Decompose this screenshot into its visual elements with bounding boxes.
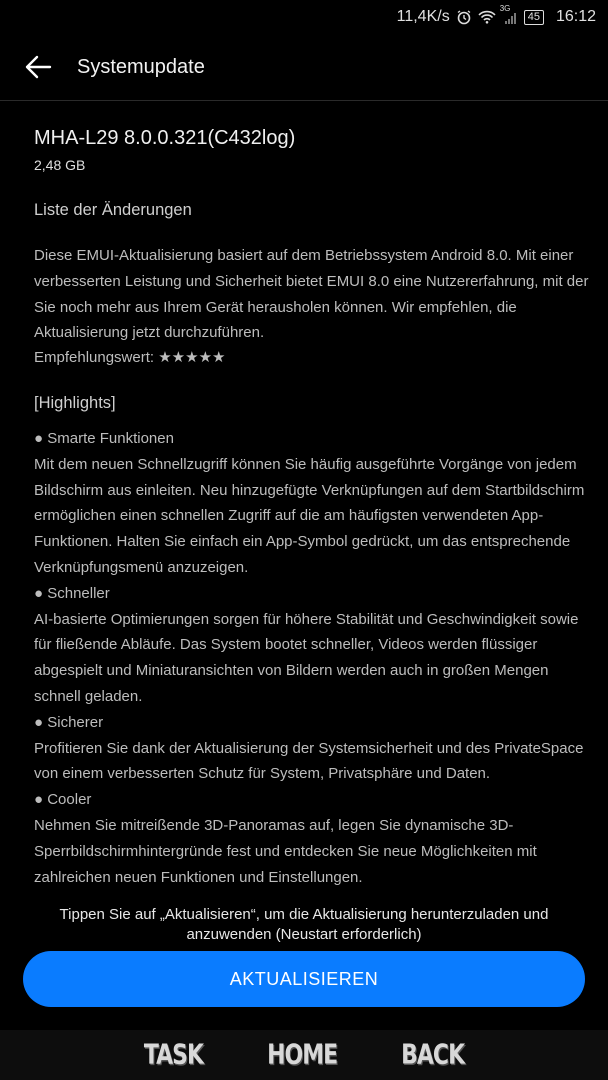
app-bar [0, 34, 608, 100]
version-number: MHA-L29 8.0.0.321(C432log) [34, 127, 296, 149]
highlights-list [34, 426, 594, 885]
update-hint: Tippen Sie auf „Aktualisieren“, um die Aktualisierung herunterzuladen und anzuwenden (Neustart erforderlich) [59, 906, 549, 943]
highlight-text: Nehmen Sie mitreißende 3D-Panoramas auf, legen Sie dynamische 3D-Sperrbildschirmhintergründe fest und entdecken Sie neue Möglichkeiten mit zahlreichen neuen Funktionen und Einstellungen. [34, 816, 537, 885]
update-details[interactable] [34, 100, 594, 885]
home-button[interactable]: HOME [267, 1039, 338, 1071]
status-bar [0, 0, 608, 34]
rating-stars: ★★★★★ [158, 349, 226, 366]
back-arrow-icon[interactable] [0, 34, 78, 100]
recommendation-rating [34, 348, 225, 366]
highlight-text: AI-basierte Optimierungen sorgen für höhere Stabilität und Geschwindigkeit sowie für fließende Abläufe. Das System bootet schneller, Videos werden flüssiger abgespielt und Miniaturansichten von Bildern werden auch in großen Mengen schnell geladen. [34, 610, 579, 705]
highlight-heading: ● Cooler [34, 791, 92, 809]
clock: 16:12 [555, 8, 596, 25]
highlight-heading: ● Schneller [34, 584, 110, 602]
update-size: 2,48 GB [34, 157, 86, 173]
list-item [34, 710, 594, 787]
task-button[interactable]: TASK [143, 1039, 204, 1071]
highlights-title: [Highlights] [34, 394, 116, 412]
back-button[interactable]: BACK [401, 1039, 465, 1071]
page-title: Systemupdate [77, 55, 205, 78]
mobile-signal-icon [499, 4, 518, 24]
battery-level: 45 [527, 10, 540, 23]
update-button[interactable]: AKTUALISIEREN [23, 951, 585, 1007]
highlight-heading: ● Smarte Funktionen [34, 430, 174, 447]
battery-icon [524, 10, 544, 25]
wifi-icon [478, 10, 496, 24]
changes-title: Liste der Änderungen [34, 201, 192, 219]
highlight-text: Profitieren Sie dank der Aktualisierung der Systemsicherheit und des PrivateSpace von einem verbesserten Schutz für System, Privatsphäre und Daten. [34, 739, 584, 783]
rating-label: Empfehlungswert: [34, 349, 155, 366]
intro-text: Diese EMUI-Aktualisierung basiert auf dem Betriebssystem Android 8.0. Mit einer verbesserten Leistung und Sicherheit bietet EMUI 8.0 eine Nutzererfahrung, mit der Sie noch mehr aus Ihrem Gerät herausholen können. Wir empfehlen, die Aktualisierung jetzt durchzuführen. [34, 247, 589, 342]
signal-type-label: 3G [499, 4, 511, 13]
list-item [34, 581, 594, 710]
alarm-icon [456, 9, 472, 25]
list-item [34, 426, 594, 581]
network-speed: 11,4K/s [396, 8, 450, 25]
navigation-bar [0, 1030, 608, 1080]
list-item [34, 787, 594, 885]
highlight-text: Mit dem neuen Schnellzugriff können Sie häufig ausgeführte Vorgänge von jedem Bildschirm aus einleiten. Neu hinzugefügte Verknüpfungen auf dem Startbildschirm ermöglichen einen schnellen Zugriff auf die am häufigsten verwendeten App-Funktionen. Halten Sie einfach ein App-Symbol gedrückt, um das entsprechende Verknüpfungsmenü anzuzeigen. [34, 455, 585, 576]
highlight-heading: ● Sicherer [34, 713, 104, 731]
